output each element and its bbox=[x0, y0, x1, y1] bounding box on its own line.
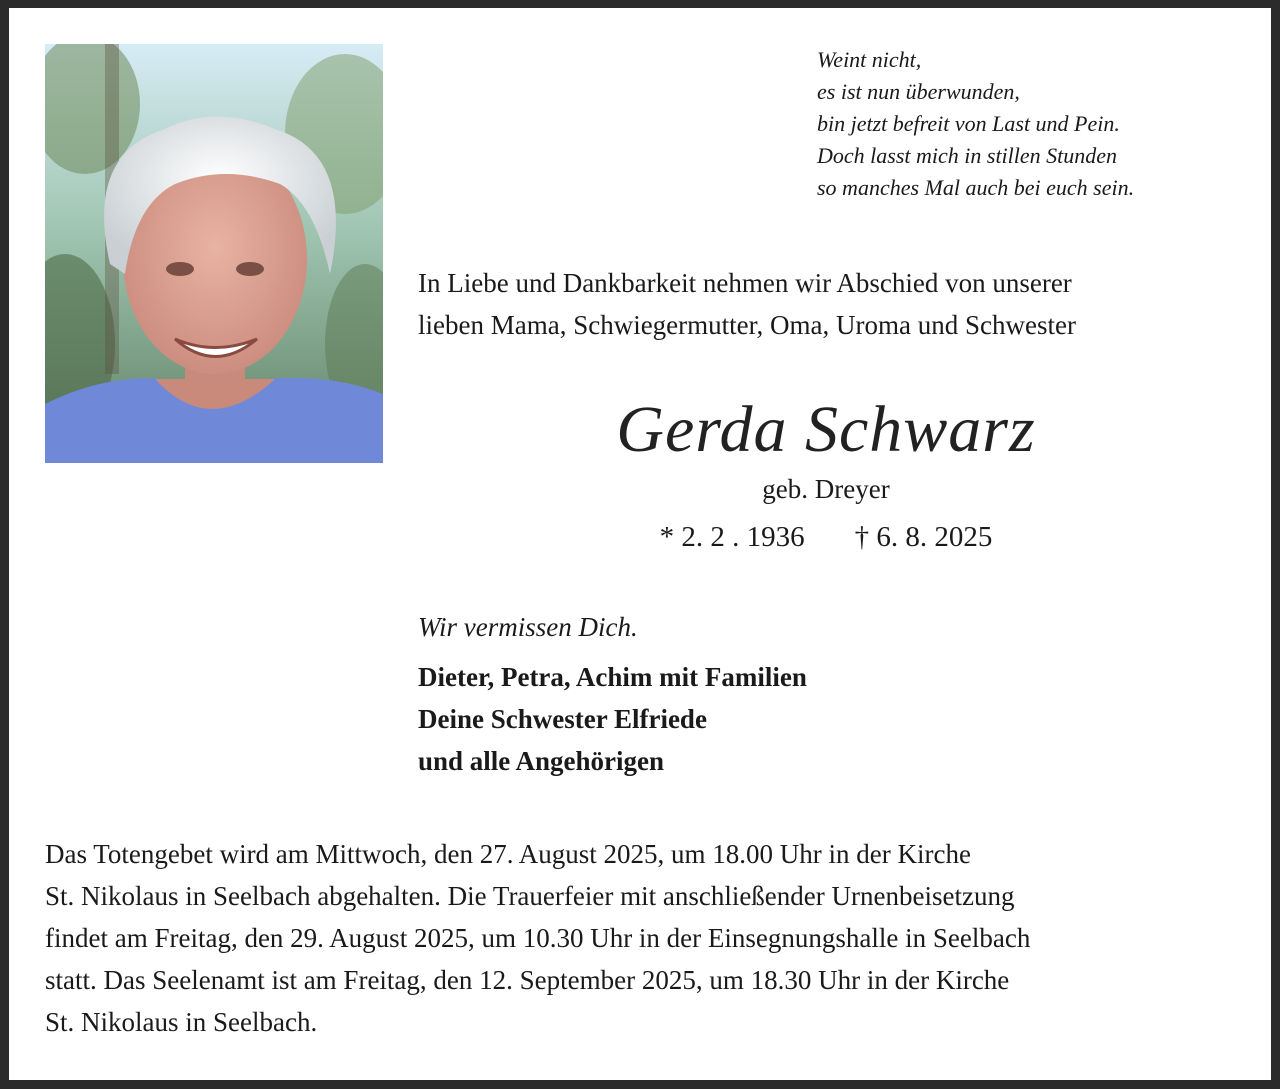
poem-line: Doch lasst mich in stillen Stunden bbox=[817, 143, 1118, 168]
mourner-line: und alle Angehörigen bbox=[418, 746, 665, 776]
intro-line: In Liebe und Dankbarkeit nehmen wir Abschied von unserer bbox=[418, 268, 1072, 298]
closing-line: Wir vermissen Dich. bbox=[418, 612, 638, 642]
poem-line: Weint nicht, bbox=[817, 47, 922, 72]
notice-line: statt. Das Seelenamt ist am Freitag, den 12. September 2025, um 18.30 Uhr in der Kirche bbox=[45, 965, 1010, 995]
deceased-name: Gerda Schwarz bbox=[616, 393, 1036, 466]
mourner-line: Deine Schwester Elfriede bbox=[418, 704, 707, 734]
poem-line: so manches Mal auch bei euch sein. bbox=[817, 175, 1135, 200]
notice-line: St. Nikolaus in Seelbach abgehalten. Die Trauerfeier mit anschließender Urnenbeisetzung bbox=[45, 881, 1015, 911]
farewell-intro bbox=[418, 262, 1248, 346]
poem-line: es ist nun überwunden, bbox=[817, 79, 1020, 104]
maiden-name: geb. Dreyer bbox=[762, 474, 890, 504]
life-dates bbox=[418, 518, 1234, 556]
portrait-photo bbox=[45, 44, 383, 463]
notice-line: findet am Freitag, den 29. August 2025, um 10.30 Uhr in der Einsegnungshalle in Seelbach bbox=[45, 923, 1031, 953]
intro-line: lieben Mama, Schwiegermutter, Oma, Uroma und Schwester bbox=[418, 310, 1076, 340]
mourner-line: Dieter, Petra, Achim mit Familien bbox=[418, 662, 807, 692]
poem-line: bin jetzt befreit von Last und Pein. bbox=[817, 111, 1120, 136]
service-notice bbox=[45, 833, 1240, 1043]
death-date: † 6. 8. 2025 bbox=[854, 521, 993, 553]
mourners-list bbox=[418, 656, 807, 782]
notice-line: St. Nikolaus in Seelbach. bbox=[45, 1007, 318, 1037]
notice-line: Das Totengebet wird am Mittwoch, den 27. August 2025, um 18.00 Uhr in der Kirche bbox=[45, 839, 971, 869]
birth-date: * 2. 2 . 1936 bbox=[659, 521, 805, 553]
memorial-poem bbox=[817, 44, 1237, 204]
